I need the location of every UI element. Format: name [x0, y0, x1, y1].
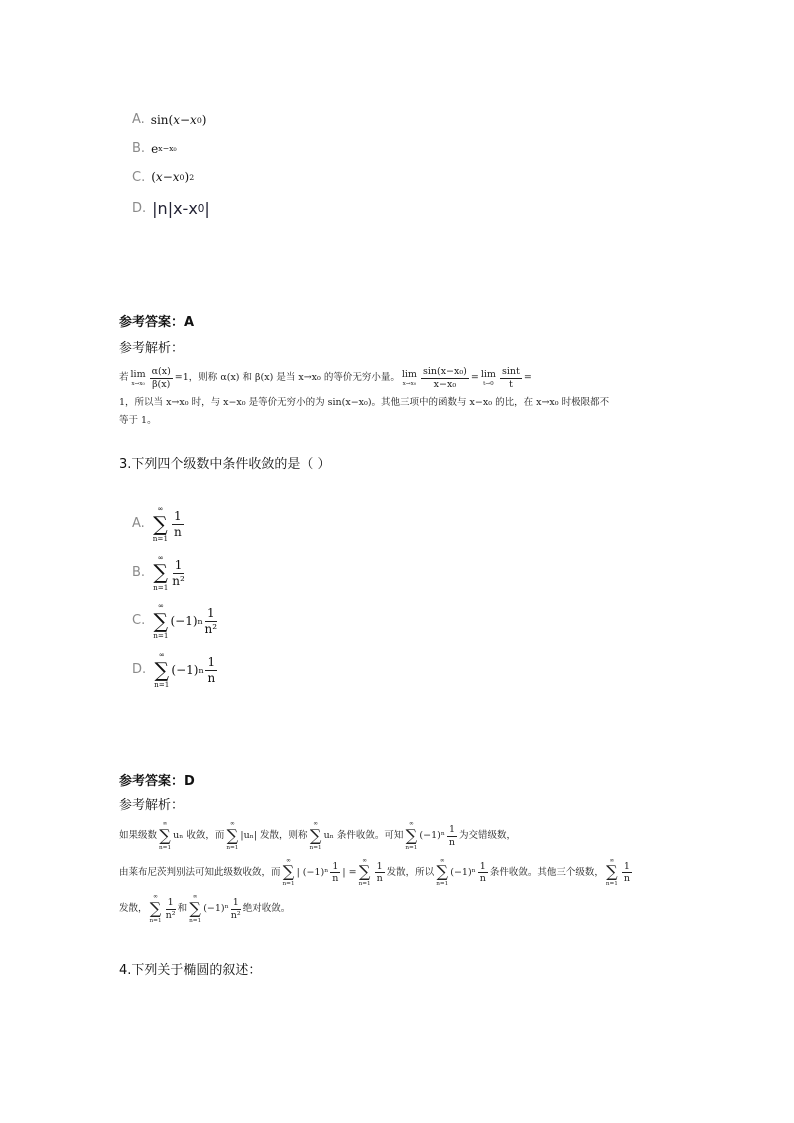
sigma-symbol: ∑ — [153, 511, 168, 536]
math-text: 由莱布尼茨判别法可知此级数收敛，而 — [119, 866, 281, 878]
sigma-symbol: ∑ — [606, 862, 618, 882]
denominator: n² — [165, 910, 176, 922]
sum-lower: n=1 — [226, 844, 239, 851]
fraction — [375, 861, 385, 886]
lim-sub: x→x₀ — [131, 380, 145, 387]
option-formula — [152, 651, 219, 690]
numerator: 1 — [207, 654, 216, 669]
sigma-symbol: ∑ — [436, 862, 448, 882]
denominator: n — [207, 670, 216, 685]
limit — [481, 369, 496, 387]
sum-lower: n=1 — [154, 680, 170, 690]
answer-value: D — [184, 774, 195, 789]
subscript: 0 — [179, 173, 185, 183]
math-text: uₙ 收敛，而 — [173, 830, 225, 842]
summation — [436, 858, 448, 889]
math-var: x — [190, 112, 197, 127]
fraction — [478, 861, 488, 886]
math-text: = — [470, 372, 479, 384]
math-text: sin( — [150, 112, 174, 127]
lim-sub: x→x₀ — [402, 380, 417, 387]
answer-label: 参考答案： — [119, 315, 185, 330]
denominator: β(x) — [152, 378, 171, 390]
sigma-symbol: ∑ — [309, 825, 322, 845]
superscript: n — [198, 665, 204, 675]
math-text: 条件收敛。其他三个级数， — [489, 866, 604, 878]
math-text: (−1) — [170, 613, 198, 628]
option-formula — [151, 170, 194, 186]
option-formula — [151, 113, 207, 129]
option-formula — [151, 142, 177, 158]
sum-upper: ∞ — [439, 857, 445, 864]
numerator: sint — [501, 366, 520, 377]
numerator: α(x) — [151, 366, 171, 377]
summation — [153, 505, 168, 544]
fraction — [166, 897, 176, 922]
q3-answer-section — [119, 773, 719, 925]
q2-analysis-line — [119, 397, 609, 409]
sum-upper: ∞ — [409, 821, 414, 827]
math-text: e — [151, 141, 159, 156]
fraction — [172, 509, 184, 540]
option-formula — [151, 505, 186, 544]
math-text: 等于 1。 — [119, 415, 157, 427]
sum-upper: ∞ — [609, 857, 615, 864]
limit — [402, 369, 417, 387]
option-formula — [151, 602, 219, 641]
sum-upper: ∞ — [313, 821, 318, 827]
q3-title-block — [119, 456, 719, 474]
math-text: 绝对收敛。 — [242, 903, 291, 915]
option-letter: A. — [132, 112, 145, 127]
q2-answer-section — [119, 314, 719, 427]
math-text: =1，则称 α(x) 和 β(x) 是当 x→x₀ 的等价无穷小量。 — [174, 372, 400, 384]
numerator: 1 — [207, 606, 215, 621]
q3-answer — [119, 773, 195, 791]
superscript: n — [197, 616, 203, 626]
math-text: − — [162, 170, 173, 185]
math-text: uₙ 条件收敛。可知 — [323, 830, 404, 842]
fraction — [150, 366, 173, 391]
denominator: x−x₀ — [433, 378, 457, 390]
q3-options — [119, 505, 719, 690]
q2-option-c[interactable] — [132, 170, 194, 187]
math-text: ) — [184, 170, 190, 185]
numerator: 1 — [623, 860, 630, 872]
math-text: | = — [342, 866, 357, 878]
denominator: n — [376, 873, 383, 885]
summation — [153, 554, 168, 593]
subscript: 0 — [196, 115, 202, 125]
numerator: 1 — [332, 860, 339, 872]
fraction — [172, 558, 185, 589]
sum-upper: ∞ — [229, 821, 235, 827]
math-text: |n|x-x — [152, 198, 198, 218]
summation — [159, 821, 171, 852]
sum-lower: n=1 — [149, 918, 162, 925]
sum-upper: ∞ — [157, 552, 164, 562]
sum-lower: n=1 — [282, 881, 295, 888]
q2-options — [119, 112, 719, 219]
math-text: 和 — [177, 903, 188, 915]
fraction — [421, 366, 469, 391]
summation — [283, 858, 295, 889]
q4-title-block — [119, 962, 719, 980]
sigma-symbol: ∑ — [405, 825, 418, 845]
q3-option-a[interactable] — [132, 505, 186, 544]
sum-upper: ∞ — [162, 821, 168, 827]
q3-analysis-line — [119, 894, 290, 925]
summation — [310, 821, 322, 852]
denominator: n² — [230, 910, 241, 922]
numerator: sin(x−x₀) — [422, 366, 467, 377]
sigma-symbol: ∑ — [153, 560, 168, 585]
answer-value: A — [184, 315, 195, 330]
math-text: = — [523, 372, 532, 384]
summation — [226, 821, 238, 852]
math-var: x — [172, 170, 180, 185]
numerator: 1 — [232, 897, 239, 909]
option-letter: C. — [132, 613, 146, 629]
q3-analysis-line — [119, 821, 516, 852]
denominator: n — [623, 873, 630, 885]
option-letter: D. — [132, 662, 147, 678]
summation — [150, 894, 162, 925]
fraction — [205, 655, 217, 686]
q3-title: 3.下列四个级数中条件收敛的是（ ） — [119, 457, 331, 472]
denominator: n — [448, 836, 456, 848]
sum-upper: ∞ — [158, 650, 165, 660]
math-text: (−1)ⁿ — [203, 903, 229, 915]
sum-upper: ∞ — [362, 857, 367, 864]
fraction — [622, 861, 632, 886]
numerator: 1 — [376, 860, 383, 872]
subscript: 0 — [197, 202, 205, 215]
sum-upper: ∞ — [157, 504, 164, 513]
option-letter: B. — [132, 140, 146, 156]
denominator: n — [479, 873, 486, 885]
math-text: 发散， — [119, 903, 148, 915]
sigma-symbol: ∑ — [153, 609, 169, 634]
sum-lower: n=1 — [436, 881, 449, 888]
superscript: x−x₀ — [158, 144, 177, 154]
math-text: | — [204, 198, 210, 218]
option-letter: A. — [132, 515, 145, 531]
superscript: 2 — [189, 173, 195, 183]
denominator: t — [508, 378, 513, 390]
math-text: − — [179, 112, 191, 127]
sum-lower: n=1 — [159, 844, 172, 851]
numerator: 1 — [174, 508, 182, 523]
math-text: 如果级数 — [119, 830, 158, 842]
q2-analysis-line — [119, 366, 532, 391]
sigma-symbol: ∑ — [358, 862, 371, 882]
sum-lower: n=1 — [358, 881, 371, 888]
math-text: (−1) — [171, 662, 199, 677]
lim-word: lim — [401, 369, 417, 381]
q4-title: 4.下列关于椭圆的叙述： — [119, 963, 262, 978]
fraction — [231, 897, 241, 922]
fraction — [500, 366, 522, 391]
summation — [153, 602, 168, 641]
math-text: |uₙ| 发散，则称 — [240, 830, 308, 842]
fraction — [205, 606, 218, 637]
option-formula — [151, 554, 187, 593]
lim-sub: t→0 — [483, 380, 494, 387]
lim-word: lim — [480, 369, 496, 381]
sigma-symbol: ∑ — [226, 825, 239, 845]
q3-analysis-label: 参考解析： — [119, 798, 185, 813]
numerator: 1 — [448, 823, 455, 835]
sigma-symbol: ∑ — [149, 899, 162, 919]
math-text: (−1)ⁿ — [450, 866, 476, 878]
sigma-symbol: ∑ — [159, 825, 171, 845]
q3-option-c[interactable] — [132, 602, 219, 641]
answer-label: 参考答案： — [119, 774, 185, 789]
q2-analysis-label: 参考解析： — [119, 341, 185, 356]
limit — [131, 369, 146, 387]
numerator: 1 — [167, 897, 174, 909]
q2-analysis-line — [119, 415, 157, 427]
sum-upper: ∞ — [157, 601, 164, 611]
sum-lower: n=1 — [153, 582, 169, 592]
math-text: ( — [151, 170, 156, 185]
math-text: 若 — [119, 372, 129, 384]
option-letter: C. — [132, 169, 146, 185]
sigma-symbol: ∑ — [189, 899, 201, 919]
numerator: 1 — [174, 557, 183, 572]
option-letter: D. — [132, 200, 147, 216]
sum-lower: n=1 — [152, 534, 169, 544]
sum-lower: n=1 — [605, 881, 618, 888]
q3-option-b[interactable] — [132, 554, 187, 593]
sigma-symbol: ∑ — [282, 862, 295, 882]
math-text: (−1)ⁿ — [419, 830, 445, 842]
math-var: x — [155, 170, 163, 185]
option-formula — [152, 199, 210, 220]
math-text: 1，所以当 x→x₀ 时，与 x−x₀ 是等价无穷小的为 sin(x−x₀)。其他三项中的函数与 x−x₀ 的比，在 x→x₀ 时极限都不 — [119, 396, 610, 408]
denominator: n² — [204, 622, 218, 637]
math-text: ) — [201, 112, 207, 127]
sigma-symbol: ∑ — [154, 657, 170, 682]
math-text: 发散，所以 — [386, 866, 435, 878]
summation — [154, 651, 169, 690]
summation — [189, 894, 201, 925]
q3-option-d[interactable] — [132, 651, 219, 690]
summation — [359, 858, 371, 889]
fraction — [330, 861, 340, 886]
math-text: 为交错级数， — [459, 830, 517, 842]
sum-lower: n=1 — [309, 844, 322, 851]
option-letter: B. — [132, 564, 146, 580]
summation — [405, 821, 417, 852]
q2-option-d[interactable] — [132, 199, 210, 220]
denominator: n — [173, 524, 182, 539]
sum-lower: n=1 — [153, 631, 169, 641]
sum-upper: ∞ — [153, 894, 158, 901]
denominator: n² — [172, 573, 185, 588]
sum-upper: ∞ — [192, 894, 198, 901]
sum-lower: n=1 — [405, 844, 418, 851]
summation — [606, 858, 618, 889]
lim-word: lim — [130, 369, 146, 381]
denominator: n — [332, 873, 339, 885]
sum-upper: ∞ — [286, 857, 291, 864]
sum-lower: n=1 — [189, 918, 202, 925]
numerator: 1 — [479, 860, 486, 872]
math-text: | (−1)ⁿ — [296, 866, 329, 878]
fraction — [447, 824, 457, 849]
q2-option-a[interactable] — [132, 112, 206, 129]
math-var: x — [173, 112, 180, 127]
q2-option-b[interactable] — [132, 141, 177, 158]
q3-analysis-line — [119, 858, 634, 889]
q2-answer — [119, 314, 194, 332]
